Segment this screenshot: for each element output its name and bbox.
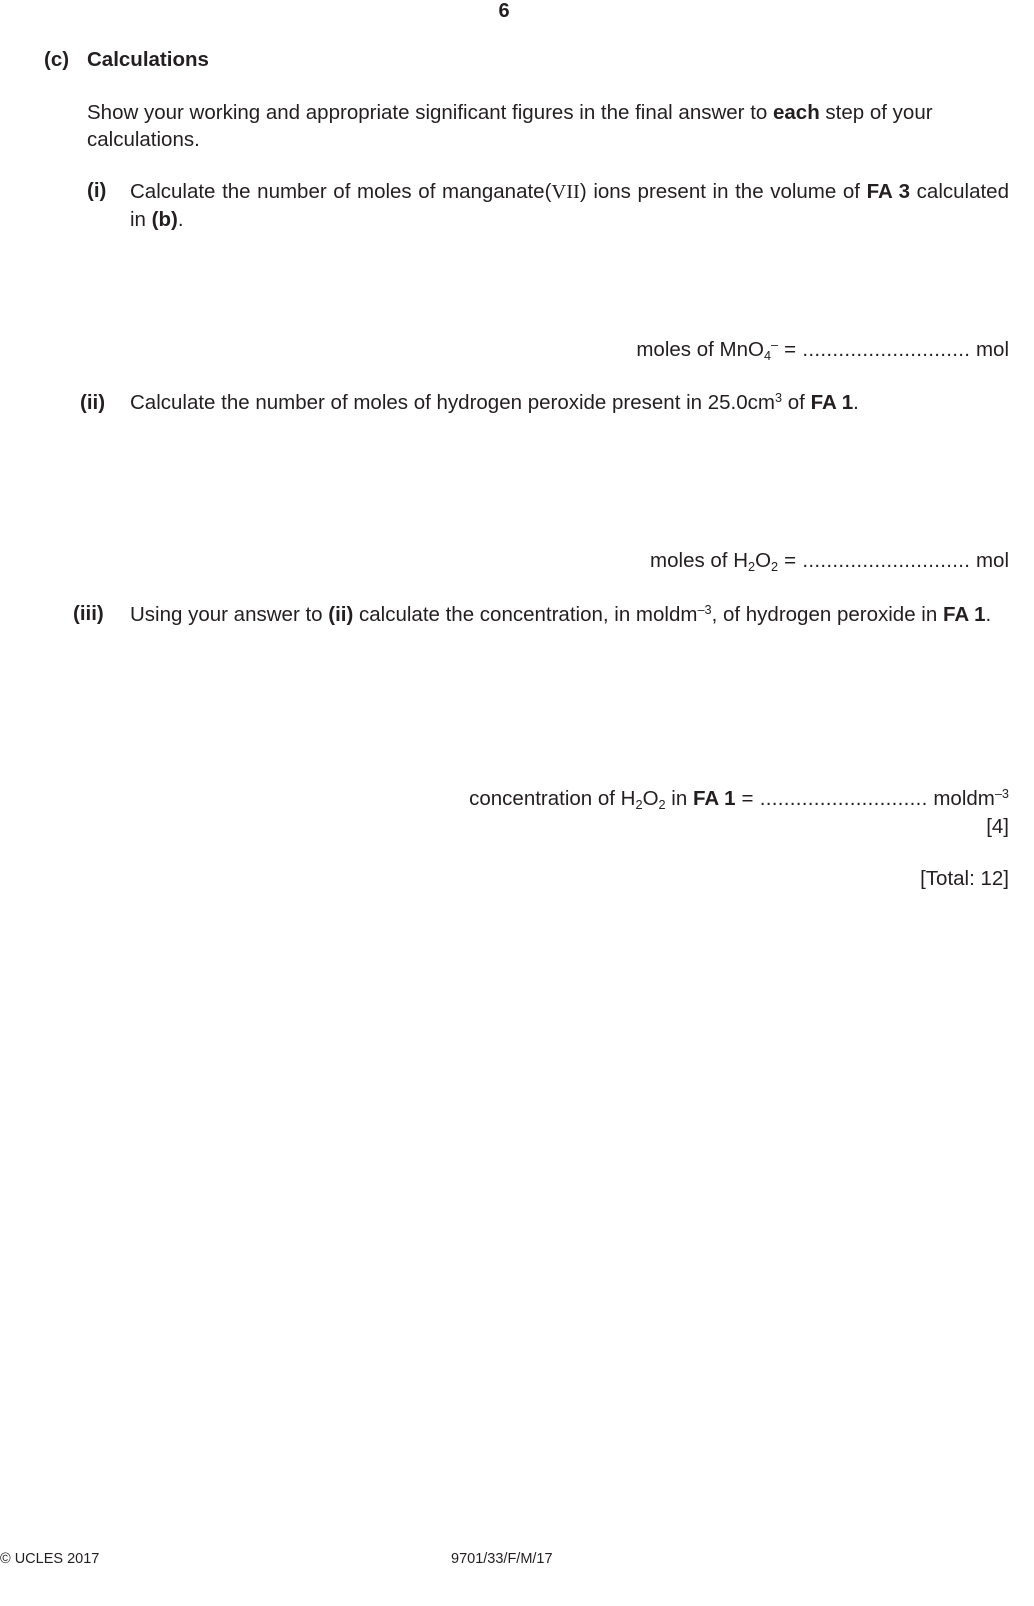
question-text-ii: Calculate the number of moles of hydrogen peroxide present in $25.0cm^3$ of FA 1. bbox=[130, 390, 859, 414]
question-label-ii: (ii) bbox=[80, 391, 106, 414]
question-label-i: (i) bbox=[87, 179, 107, 202]
footer-paper-code: 9701/33/F/M/17 bbox=[451, 1551, 553, 1567]
question-text-i: Calculate the number of moles of manganate(VII) ions present in the volume of FA 3 calculated in (b). bbox=[130, 180, 1009, 231]
page-number: 6 bbox=[498, 0, 510, 22]
question-label-iii: (iii) bbox=[73, 602, 104, 625]
question-text-iii: Using your answer to (ii) calculate the concentration, in moldm$^{-3}$, of hydrogen peroxide in FA 1. bbox=[130, 602, 992, 626]
answer-line-iii: concentration of $H_2O_2$ in FA 1 = ............................ moldm$^{-3}$ bbox=[469, 786, 1009, 812]
section-heading: Calculations bbox=[87, 48, 209, 71]
marks-allocation: [4] bbox=[986, 815, 1009, 838]
answer-line-ii: moles of $H_2O_2$ = ............................ mol bbox=[650, 549, 1009, 574]
answer-line-i: moles of MnO$_4$– = ............................ mol bbox=[636, 337, 1009, 363]
footer-copyright: © UCLES 2017 bbox=[0, 1551, 100, 1567]
total-marks: [Total: 12] bbox=[920, 867, 1009, 890]
instructions: Show your working and appropriate significant figures in the final answer to each step of your calculations. bbox=[87, 101, 933, 151]
part-label: (c) bbox=[44, 48, 70, 71]
